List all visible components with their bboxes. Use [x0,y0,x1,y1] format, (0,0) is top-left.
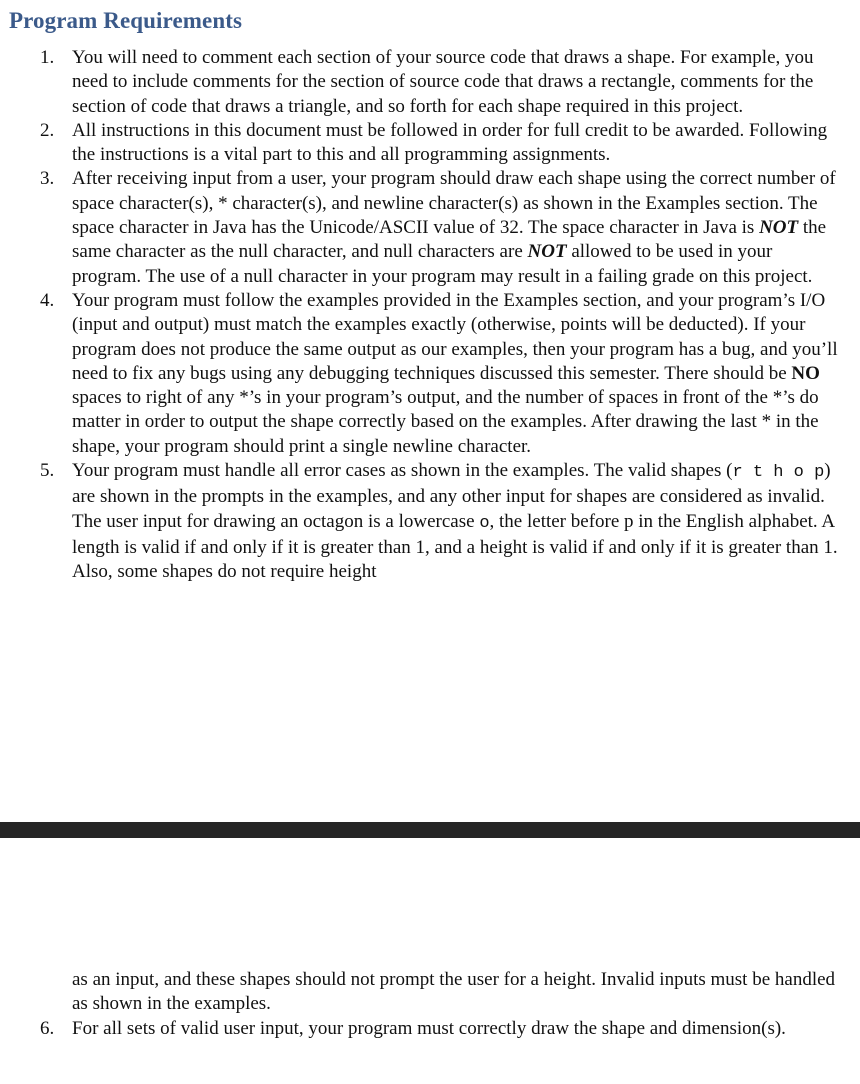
text-run: Your program must follow the examples provided in the Examples section, and your program’s I/O (input and output) must match the examples exactly (otherwise, points will be deducted). If your program does not produce the same output as our examples, then your program has a bug, and you’ll need to fix any bugs using any debugging techniques discussed this semester. There should be [72,289,838,384]
list-item [0,459,860,584]
item-number: 3. [40,168,55,190]
item-text [72,459,838,584]
emphasis-no: NO [791,362,820,384]
item-text: For all sets of valid user input, your program must correctly draw the shape and dimension(s). [72,1017,786,1039]
item-number: 4. [40,289,55,311]
item-text: All instructions in this document must be followed in order for full credit to be awarded. Following the instructions is a vital part to this and all programming assignments. [72,119,828,166]
emphasis-not: NOT [759,217,799,239]
list-item [0,1017,860,1041]
item-text: as an input, and these shapes should not prompt the user for a height. Invalid inputs must be handled as shown in the examples. [72,969,836,1015]
requirements-list-continued [0,968,860,1041]
page-break-divider [0,822,860,838]
list-item [0,119,860,168]
list-item [0,289,860,459]
list-item [0,167,860,288]
text-run: Your program must handle all error cases as shown in the examples. The valid shapes ( [72,460,733,482]
list-item [0,46,860,119]
item-number: 2. [40,119,55,141]
section-heading: Program Requirements [9,8,243,33]
code-shapes: r t h o p [732,463,825,483]
item-text [72,289,838,459]
text-run: ) are shown in the prompts in the examples, and any other input for shapes are considered as invalid. The user input for drawing an octagon is a lowercase [72,460,831,532]
text-run: allowed to be used in your program. The use of a null character in your program may result in a failing grade on this project. [72,241,813,287]
item-number: 1. [40,47,55,68]
item-number: 5. [40,460,55,482]
requirements-list [0,46,860,585]
code-o: o [479,513,490,533]
text-run: spaces to right of any *’s in your program’s output, and the number of spaces in front of the *’s do matter in order to output the shape correctly based on the examples. After drawing the last * in the shape, your program should print a single newline character. [72,387,819,457]
text-run: After receiving input from a user, your program should draw each shape using the correct number of space character(s), * character(s), and newline character(s) as shown in the Examples section. The space character in Java has the Unicode/ASCII value of 32. The space character in Java is [72,168,836,239]
list-item-continued [0,968,860,1017]
item-text [72,167,838,288]
text-run: the same character as the null character, and null characters are [72,217,827,263]
item-number: 6. [40,1017,55,1039]
item-text: You will need to comment each section of your source code that draws a shape. For example, you need to include comments for the section of source code that draws a rectangle, comments for the section of code that draws a triangle, and so forth for each shape required in this project. [72,47,814,117]
text-run: , the letter before p in the English alphabet. A length is valid if and only if it is greater than 1, and a height is valid if and only if it is greater than 1. Also, some shapes do not require height [72,510,838,583]
emphasis-not: NOT [527,241,567,263]
